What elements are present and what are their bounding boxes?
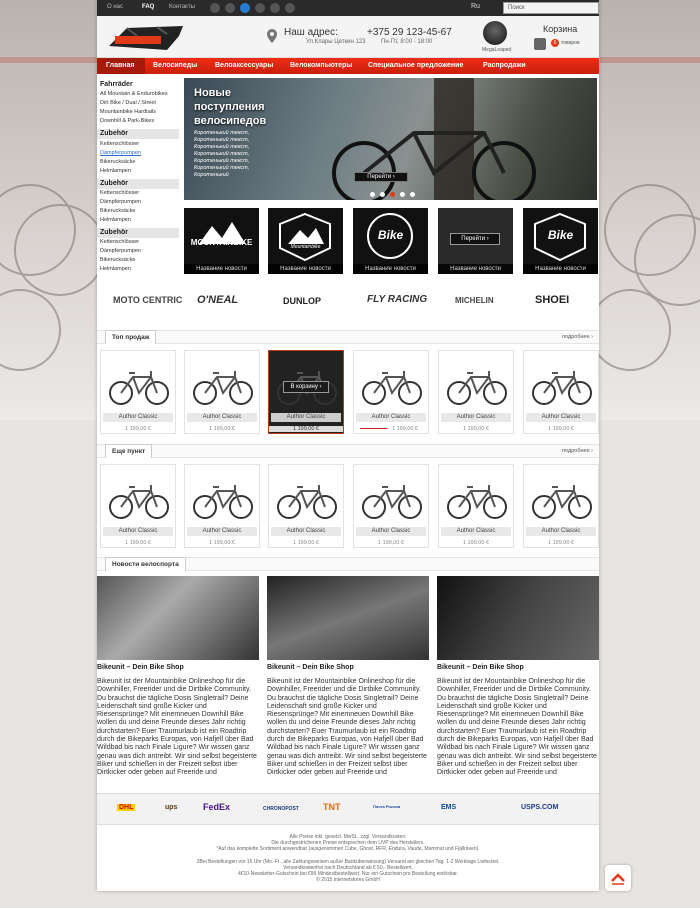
brand-logo[interactable]: DUNLOP: [283, 296, 321, 306]
product-card[interactable]: [184, 464, 260, 548]
product-card[interactable]: [100, 464, 176, 548]
footer-line: © 2015 internetstores GmbH: [316, 877, 380, 884]
tile-badge-text: Bike: [377, 228, 404, 242]
bike-image: [191, 477, 255, 521]
bike-image: [360, 477, 424, 521]
slider-dot[interactable]: [400, 192, 405, 197]
product-name[interactable]: Author Classic: [526, 527, 596, 536]
product-price: 1 199,00 €: [125, 540, 151, 546]
slider-dot-active[interactable]: [390, 192, 395, 197]
more-link[interactable]: подробнее ›: [562, 334, 593, 340]
add-to-cart-button[interactable]: В корзину ›: [283, 381, 329, 393]
product-name[interactable]: Author Classic: [356, 413, 426, 422]
news-text: Bikeunit ist der Mountainbike Onlineshop für die Downhiller, Freerider und die Dirtbike Community. Du brauchst die tägliche Dosis Singletrail? Deine Leidenschaft sind große Kicker und Riesensprünge? Mit einemneuen Downhill Bike wollen du und deine Freunde dieses Jahr richtig durchstarten? Euer Traumurlaub ist ein Roadtrip durch die Bikeparks Europas, von Hafjell über Bad Wildbad bis nach Finale Ligure? Wir wissen ganz genau was dich antreibt. Wir sind selbst begeisterte Biker und schießen in der Freizeit selbst über Dirtkicker oder geben auf Freeride und: [267, 678, 427, 777]
sidebar-item[interactable]: Dämpferpumpen: [100, 199, 141, 205]
avatar[interactable]: [483, 21, 507, 45]
chevron-up-icon: [605, 865, 631, 891]
product-card[interactable]: [100, 350, 176, 434]
tile-caption: Название новости: [268, 264, 343, 274]
product-name[interactable]: Author Classic: [441, 413, 511, 422]
product-old-price: —————: [360, 426, 388, 432]
product-price: 1 199,00 €: [269, 426, 343, 432]
news-image[interactable]: [437, 576, 599, 660]
sidebar: [97, 78, 179, 274]
section-title[interactable]: Еще пункт: [105, 444, 152, 458]
product-price: 1 199,00 €: [392, 426, 418, 432]
topbar-link-about[interactable]: О нас: [107, 4, 123, 10]
tile-badge-text: Bike: [547, 228, 574, 242]
brand-logo[interactable]: SHOEI: [535, 294, 570, 306]
sidebar-item[interactable]: All Mountain & Endurobikes: [100, 91, 168, 97]
nav-item-accessories[interactable]: Велоаксессуары: [215, 62, 274, 69]
footer-line: Die durchgestrichenen Preise entsprechen dem UVP des Herstellers.: [271, 840, 425, 847]
mountainbike-badge-icon: [184, 208, 259, 264]
bike-image: [530, 477, 594, 521]
cart-items-label: товаров: [561, 40, 580, 46]
news-title[interactable]: Bikeunit – Dein Bike Shop: [97, 664, 184, 671]
topbar-link-faq[interactable]: FAQ: [142, 4, 155, 10]
location-pin-icon: [267, 29, 277, 43]
product-name[interactable]: Author Classic: [526, 413, 596, 422]
cart-count-badge: 6: [551, 39, 559, 47]
shipping-logo: USPS.COM: [521, 804, 559, 811]
slider-dot[interactable]: [370, 192, 375, 197]
product-card[interactable]: [523, 464, 599, 548]
hero-go-button[interactable]: Перейти ›: [354, 172, 408, 182]
shipping-logo: FedEx: [203, 802, 231, 812]
hero-slider[interactable]: [184, 78, 597, 200]
site-logo[interactable]: [107, 24, 187, 52]
bike-image: [445, 477, 509, 521]
footer-line: *Auf das komplette Sortiment anwendbar (ausgenommen Cube, Ghost, RFR, Endura, Vaude, Mammut und Fjällräven).: [216, 846, 480, 853]
sidebar-item[interactable]: Kettenschlösser: [100, 239, 140, 245]
sidebar-item[interactable]: Bikerucksäcke: [100, 208, 136, 214]
hero-description: Коротенький текст, Коротенький текст, Коротенький текст, Коротенький текст, Коротенький текст, Коротенький текст, Коротенький: [194, 130, 250, 178]
bike-image: [275, 477, 339, 521]
hero-title: Новые поступления велосипедов: [194, 87, 267, 127]
mail-icon[interactable]: [225, 3, 235, 13]
header: [97, 16, 599, 58]
sidebar-item[interactable]: Downhill & Park-Bikes: [100, 118, 155, 124]
news-text: Bikeunit ist der Mountainbike Onlineshop für die Downhiller, Freerider und die Dirtbike Community. Du brauchst die tägliche Dosis Singletrail? Deine Leidenschaft sind große Kicker und Riesensprünge? Mit einemneuen Downhill Bike wollen du und deine Freunde dieses Jahr richtig durchstarten? Euer Traumurlaub ist ein Roadtrip durch die Bikeparks Europas, von Hafjell über Bad Wildbad bis nach Finale Ligure? Wir wissen ganz genau was dich antreibt. Wir sind selbst begeisterte Biker und schießen in der Freizeit selbst über Dirtkicker oder geben auf Freeride und: [97, 678, 257, 777]
shipping-partners: [97, 793, 599, 825]
cart-title[interactable]: Корзина: [543, 24, 578, 34]
section-header-top-sales: [97, 330, 599, 344]
bike-image: [107, 477, 171, 521]
footer-line: Versandkostenfrei nach Deutschland ab € 50,- Bestellwert.: [283, 864, 413, 871]
brand-logo[interactable]: FLY RACING: [367, 294, 428, 305]
brand-logo[interactable]: O'NEAL: [197, 294, 239, 306]
sidebar-group-title: Zubehör: [100, 180, 128, 187]
news-text: Bikeunit ist der Mountainbike Onlineshop für die Downhiller, Freerider und die Dirtbike Community. Du brauchst die tägliche Dosis Singletrail? Deine Leidenschaft sind große Kicker und Riesensprünge? Mit einemneuen Downhill Bike wollen du und deine Freunde dieses Jahr richtig durchstarten? Euer Traumurlaub ist ein Roadtrip durch die Bikeparks Europas, von Hafjell über Bad Wildbad bis nach Finale Ligure? Wir wissen ganz genau was dich antreibt. Wir sind selbst begeisterte Biker und schießen in der Freizeit selbst über Dirtkicker oder geben auf Freeride und: [437, 678, 597, 777]
news-tile[interactable]: [184, 208, 259, 274]
cart-icon[interactable]: [534, 38, 546, 50]
topbar-link-contacts[interactable]: Контакты: [169, 4, 195, 10]
bike-image: [530, 363, 594, 407]
brand-logo[interactable]: MICHELIN: [455, 296, 494, 305]
product-name[interactable]: Author Classic: [271, 413, 341, 422]
nav-item-sale[interactable]: Распродажи: [483, 62, 526, 69]
instagram-icon[interactable]: [285, 3, 295, 13]
tile-caption: Название новости: [353, 264, 428, 274]
sidebar-item[interactable]: Helmlampen: [100, 217, 131, 223]
product-card[interactable]: [523, 350, 599, 434]
tile-go-button[interactable]: Перейти ›: [450, 233, 500, 245]
product-card[interactable]: [438, 350, 514, 434]
more-link[interactable]: подробнее ›: [562, 448, 593, 454]
product-price: 1 199,00 €: [293, 540, 319, 546]
news-tile[interactable]: [268, 208, 343, 274]
username[interactable]: MegaLoaped: [482, 47, 512, 53]
sidebar-item[interactable]: Bikerucksäcke: [100, 159, 136, 165]
product-card[interactable]: [438, 464, 514, 548]
shipping-logo: DHL: [119, 804, 134, 811]
working-hours: Пн-Пт, 8:00 - 18:00: [381, 39, 433, 45]
slider-dot[interactable]: [380, 192, 385, 197]
section-title[interactable]: Топ продаж: [105, 330, 156, 344]
footer-line: Alle Preise inkl. gesetzl. MwSt., zzgl. Versandkosten.: [289, 834, 407, 840]
product-name[interactable]: Author Classic: [103, 413, 173, 422]
product-price: 1 199,00 €: [125, 426, 151, 432]
product-name[interactable]: Author Classic: [271, 527, 341, 536]
product-price: 1 199,00 €: [378, 540, 404, 546]
tile-badge-text: Mountainbike: [290, 244, 321, 250]
bike-image: [360, 363, 424, 407]
topbar: [97, 0, 599, 16]
product-card[interactable]: [268, 350, 344, 434]
news-tile[interactable]: [523, 208, 598, 274]
sidebar-group-title: Zubehör: [100, 130, 128, 137]
news-tile-hover[interactable]: [438, 208, 513, 274]
sidebar-item[interactable]: Dämpferpumpen: [100, 248, 141, 254]
sidebar-item[interactable]: Kettenschlösser: [100, 190, 140, 196]
shipping-logo: ups: [165, 804, 178, 811]
news-title[interactable]: Bikeunit – Dein Bike Shop: [267, 664, 354, 671]
news-image[interactable]: [267, 576, 429, 660]
sidebar-group-title: Fahrräder: [100, 81, 133, 88]
search-input[interactable]: Поиск: [503, 2, 599, 14]
shipping-logo: TNT: [323, 802, 341, 812]
nav-item-bikes[interactable]: Велосипеды: [153, 62, 198, 69]
product-price: 1 199,00 €: [463, 540, 489, 546]
bike-image: [445, 363, 509, 407]
shipping-logo: EMS: [441, 804, 457, 811]
product-name[interactable]: Author Classic: [187, 527, 257, 536]
scroll-to-top-button[interactable]: [605, 865, 631, 891]
slider-dot[interactable]: [410, 192, 415, 197]
bike-image: [107, 363, 171, 407]
twitter-icon[interactable]: [210, 3, 220, 13]
main-nav: [97, 58, 599, 74]
sidebar-item[interactable]: Kettenschlösser: [100, 141, 140, 147]
product-price: 1 199,00 €: [548, 426, 574, 432]
nav-item-home[interactable]: Главная: [106, 62, 135, 69]
phone-number[interactable]: +375 29 123-45-67: [367, 27, 452, 38]
address-title: Наш адрес:: [284, 27, 338, 38]
brand-logo[interactable]: MOTO CENTRIC: [113, 295, 183, 305]
sidebar-group-title: Zubehör: [100, 229, 128, 236]
product-name[interactable]: Author Classic: [441, 527, 511, 536]
product-card[interactable]: [353, 350, 429, 434]
tile-caption: Название новости: [438, 264, 513, 274]
sidebar-item[interactable]: Mountainbike Hardtails: [100, 109, 156, 115]
product-name[interactable]: Author Classic: [103, 527, 173, 536]
address-text: Ул.Клары Цеткин 123: [306, 39, 366, 45]
product-price: 1 199,00 €: [548, 540, 574, 546]
product-card[interactable]: [268, 464, 344, 548]
product-price: 1 199,00 €: [209, 540, 235, 546]
shipping-logo: CHRONOPOST: [263, 806, 299, 812]
nav-item-special-offer[interactable]: Специальное предложение: [368, 62, 464, 69]
product-name[interactable]: Author Classic: [356, 527, 426, 536]
sidebar-item[interactable]: Bikerucksäcke: [100, 257, 136, 263]
sidebar-item[interactable]: Dirt Bike / Dual / Street: [100, 100, 156, 106]
product-card[interactable]: [353, 464, 429, 548]
product-price: 1 199,00 €: [209, 426, 235, 432]
footer-line: 4€10-Newsletter-Gutschein bei €99 Mindestbestellwert. Nur ein Gutschein pro Bestellung einlösbar.: [237, 871, 459, 878]
footer: [97, 834, 599, 883]
sidebar-item[interactable]: Dämpferpumpen: [100, 150, 141, 156]
sidebar-item[interactable]: Helmlampen: [100, 168, 131, 174]
vk-icon[interactable]: [240, 3, 250, 13]
nav-item-computers[interactable]: Велокомпьютеры: [290, 62, 353, 69]
news-image[interactable]: [97, 576, 259, 660]
news-title[interactable]: Bikeunit – Dein Bike Shop: [437, 664, 524, 671]
news-tile[interactable]: [353, 208, 428, 274]
section-title[interactable]: Новости велоспорта: [105, 557, 186, 571]
product-price: 1 199,00 €: [463, 426, 489, 432]
google-icon[interactable]: [270, 3, 280, 13]
language-select[interactable]: Ru: [471, 3, 480, 10]
brand-strip: [97, 285, 599, 319]
footer-line: 3Bei Bestellungen vor 16 Uhr (Mo.-Fr., alle Zahlungsweisen außer Banküberweisung) Versand am gleichen Tag. 1-2 Werktage Lieferzeit.: [196, 858, 500, 865]
product-card[interactable]: [184, 350, 260, 434]
page-container: [97, 0, 599, 891]
section-header-more-items: [97, 444, 599, 458]
product-name[interactable]: Author Classic: [187, 413, 257, 422]
tile-caption: Название новости: [523, 264, 598, 274]
shipping-logo: Почта России: [373, 804, 401, 809]
facebook-icon[interactable]: [255, 3, 265, 13]
tile-badge-text: MOUNTAINBIKE: [190, 238, 253, 247]
mountain-badge-icon: [268, 208, 343, 264]
sidebar-item[interactable]: Helmlampen: [100, 266, 131, 272]
section-header-news: [97, 557, 599, 571]
bike-image: [191, 363, 255, 407]
tile-caption: Название новости: [184, 264, 259, 274]
